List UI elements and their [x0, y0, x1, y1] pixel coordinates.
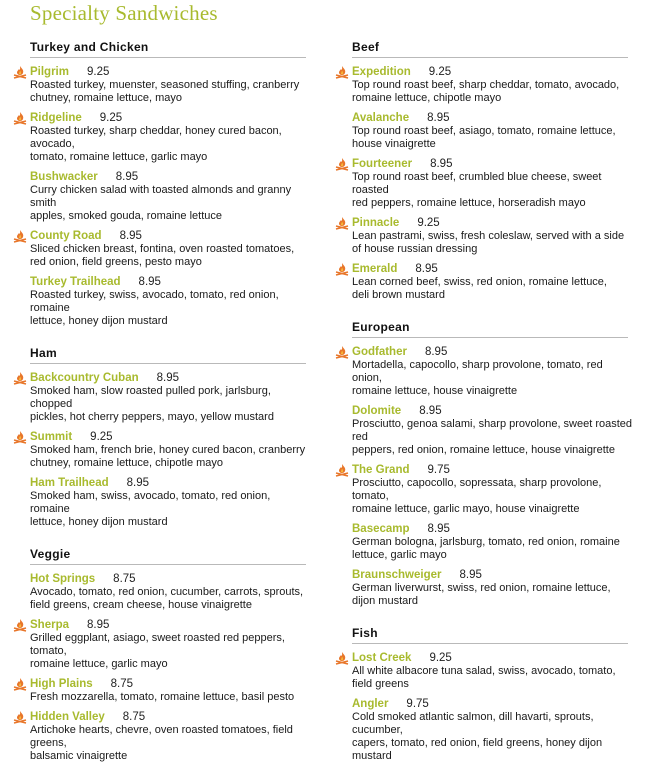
- item-price: 8.75: [110, 678, 134, 690]
- item-price: 8.95: [138, 276, 161, 288]
- item-description: romaine lettuce, garlic mayo: [30, 658, 168, 670]
- item-description: lettuce, garlic mayo: [352, 549, 447, 561]
- item-price: 8.95: [119, 230, 142, 242]
- campfire-icon: [335, 263, 349, 276]
- menu-item-ham-trailhead: [13, 477, 313, 529]
- section-spacer: [13, 536, 313, 547]
- menu-item-bushwacker: [13, 171, 313, 223]
- menu-item-header: [30, 372, 313, 385]
- item-price: 9.25: [428, 66, 452, 78]
- menu-item-header: [30, 477, 313, 490]
- item-name: Hidden Valley: [30, 711, 105, 723]
- right-column: [335, 40, 635, 770]
- item-description: Prosciutto, capocollo, sopressata, sharp provolone, tomato,: [352, 477, 602, 502]
- item-description: tomato, romaine lettuce, garlic mayo: [30, 151, 208, 163]
- item-description: Avocado, tomato, red onion, cucumber, carrots, sprouts,: [30, 586, 304, 598]
- item-name: Sherpa: [30, 619, 69, 631]
- item-description: field greens, cream cheese, house vinaigrette: [30, 599, 252, 611]
- campfire-icon: [335, 217, 349, 230]
- section-heading-ham: Ham: [30, 346, 306, 364]
- menu-item-pilgrim: [13, 66, 313, 105]
- campfire-icon: [335, 464, 349, 477]
- item-description: German bologna, jarlsburg, tomato, red onion, romaine: [352, 536, 620, 548]
- item-name: Ham Trailhead: [30, 477, 109, 489]
- menu-item-header: [352, 523, 635, 536]
- campfire-icon: [13, 678, 27, 691]
- item-description: romaine lettuce, house vinaigrette: [352, 385, 518, 397]
- item-price: 9.25: [90, 431, 113, 443]
- section-heading-fish: Fish: [352, 626, 628, 644]
- campfire-icon: [335, 652, 349, 665]
- menu-item-hidden-valley: [13, 711, 313, 763]
- item-description: Prosciutto, genoa salami, sharp provolone, sweet roasted red: [352, 418, 633, 443]
- item-description: Lean corned beef, swiss, red onion, romaine lettuce,: [352, 276, 607, 288]
- menu-item-header: [352, 652, 635, 665]
- item-description: Cold smoked atlantic salmon, dill havarti, sprouts, cucumber,: [352, 711, 594, 736]
- item-name: Avalanche: [352, 112, 410, 124]
- menu-item-header: [30, 66, 313, 79]
- item-name: Dolomite: [352, 405, 402, 417]
- item-description: Mortadella, capocollo, sharp provolone, tomato, red onion,: [352, 359, 603, 384]
- menu-item-godfather: [335, 346, 635, 398]
- item-price: 8.95: [126, 477, 150, 489]
- campfire-icon: [13, 112, 27, 125]
- item-price: 8.75: [113, 573, 136, 585]
- item-description: Smoked ham, french brie, honey cured bacon, cranberry: [30, 444, 306, 456]
- item-price: 9.75: [427, 464, 450, 476]
- item-name: High Plains: [30, 678, 93, 690]
- item-description: Smoked ham, slow roasted pulled pork, jarlsburg, chopped: [30, 385, 271, 410]
- item-name: Turkey Trailhead: [30, 276, 121, 288]
- item-name: Emerald: [352, 263, 398, 275]
- item-description: romaine lettuce, chipotle mayo: [352, 92, 502, 104]
- item-price: 8.95: [459, 569, 482, 581]
- menu-item-header: [30, 276, 313, 289]
- menu-item-header: [352, 698, 635, 711]
- menu-item-lost-creek: [335, 652, 635, 691]
- menu-item-basecamp: [335, 523, 635, 562]
- item-description: lettuce, honey dijon mustard: [30, 315, 168, 327]
- item-price: 8.95: [427, 112, 450, 124]
- item-description: Sliced chicken breast, fontina, oven roasted tomatoes,: [30, 243, 295, 255]
- item-description: lettuce, honey dijon mustard: [30, 516, 168, 528]
- item-price: 8.95: [115, 171, 139, 183]
- item-name: Basecamp: [352, 523, 410, 535]
- menu-item-dolomite: [335, 405, 635, 457]
- menu-item-header: [352, 464, 635, 477]
- menu-item-ridgeline: [13, 112, 313, 164]
- item-price: 9.25: [99, 112, 123, 124]
- item-description: house vinaigrette: [352, 138, 436, 150]
- menu-item-avalanche: [335, 112, 635, 151]
- menu-item-sherpa: [13, 619, 313, 671]
- campfire-icon: [335, 158, 349, 171]
- item-name: Ridgeline: [30, 112, 82, 124]
- menu-item-high-plains: [13, 678, 313, 704]
- menu-item-fourteener: [335, 158, 635, 210]
- menu-item-the-grand: [335, 464, 635, 516]
- item-description: Top round roast beef, crumbled blue cheese, sweet roasted: [352, 171, 602, 196]
- item-name: The Grand: [352, 464, 410, 476]
- item-price: 8.95: [415, 263, 438, 275]
- item-name: Lost Creek: [352, 652, 412, 664]
- campfire-icon: [335, 66, 349, 79]
- item-description: chutney, romaine lettuce, chipotle mayo: [30, 457, 224, 469]
- item-description: Roasted turkey, swiss, avocado, tomato, red onion, romaine: [30, 289, 279, 314]
- item-description: red peppers, romaine lettuce, horseradish mayo: [352, 197, 586, 209]
- item-description: deli brown mustard: [352, 289, 445, 301]
- item-description: Smoked ham, swiss, avocado, tomato, red onion, romaine: [30, 490, 271, 515]
- campfire-icon: [13, 431, 27, 444]
- section-spacer: [13, 335, 313, 346]
- item-name: Fourteener: [352, 158, 413, 170]
- campfire-icon: [13, 711, 27, 724]
- item-name: Hot Springs: [30, 573, 96, 585]
- section-heading-turkey-and-chicken: Turkey and Chicken: [30, 40, 306, 58]
- item-description: Artichoke hearts, chevre, oven roasted tomatoes, field greens,: [30, 724, 293, 749]
- campfire-icon: [13, 66, 27, 79]
- item-price: 9.25: [429, 652, 452, 664]
- menu-item-turkey-trailhead: [13, 276, 313, 328]
- menu-item-county-road: [13, 230, 313, 269]
- item-name: Bushwacker: [30, 171, 98, 183]
- item-description: Fresh mozzarella, tomato, romaine lettuce, basil pesto: [30, 691, 295, 703]
- menu-item-header: [30, 230, 313, 243]
- menu-item-header: [352, 569, 635, 582]
- item-description: Roasted turkey, sharp cheddar, honey cured bacon, avocado,: [30, 125, 282, 150]
- item-description: romaine lettuce, garlic mayo, house vinaigrette: [352, 503, 580, 515]
- menu-item-summit: [13, 431, 313, 470]
- item-price: 9.75: [406, 698, 429, 710]
- item-name: Pilgrim: [30, 66, 69, 78]
- left-column: [13, 40, 313, 770]
- item-description: dijon mustard: [352, 595, 419, 607]
- menu-item-header: [30, 711, 313, 724]
- item-description: pickles, hot cherry peppers, mayo, yellow mustard: [30, 411, 274, 423]
- item-description: Top round roast beef, asiago, tomato, romaine lettuce,: [352, 125, 616, 137]
- item-description: German liverwurst, swiss, red onion, romaine lettuce,: [352, 582, 611, 594]
- item-name: Pinnacle: [352, 217, 400, 229]
- section-heading-beef: Beef: [352, 40, 628, 58]
- menu-item-header: [352, 158, 635, 171]
- menu-item-header: [30, 171, 313, 184]
- menu-item-hot-springs: [13, 573, 313, 612]
- menu-item-header: [30, 112, 313, 125]
- item-description: Curry chicken salad with toasted almonds and granny smith: [30, 184, 292, 209]
- item-description: apples, smoked gouda, romaine lettuce: [30, 210, 223, 222]
- item-description: balsamic vinaigrette: [30, 750, 128, 762]
- menu-item-header: [30, 431, 313, 444]
- item-description: Roasted turkey, muenster, seasoned stuffing, cranberry: [30, 79, 300, 91]
- item-price: 8.95: [427, 523, 450, 535]
- item-price: 8.95: [430, 158, 453, 170]
- item-description: capers, tomato, red onion, field greens, honey dijon mustard: [352, 737, 603, 762]
- item-price: 8.95: [419, 405, 442, 417]
- item-price: 8.75: [122, 711, 146, 723]
- item-description: Top round roast beef, sharp cheddar, tomato, avocado,: [352, 79, 620, 91]
- item-description: peppers, red onion, romaine lettuce, house vinaigrette: [352, 444, 615, 456]
- page-title: Specialty Sandwiches: [30, 1, 218, 25]
- item-name: County Road: [30, 230, 102, 242]
- menu-item-header: [352, 217, 635, 230]
- menu-item-braunschweiger: [335, 569, 635, 608]
- item-price: 8.95: [87, 619, 110, 631]
- item-name: Godfather: [352, 346, 407, 358]
- item-name: Expedition: [352, 66, 411, 78]
- item-description: chutney, romaine lettuce, mayo: [30, 92, 183, 104]
- item-description: of house russian dressing: [352, 243, 478, 255]
- item-price: 9.25: [417, 217, 440, 229]
- item-description: red onion, field greens, pesto mayo: [30, 256, 202, 268]
- menu-item-angler: [335, 698, 635, 763]
- item-name: Summit: [30, 431, 73, 443]
- item-description: All white albacore tuna salad, swiss, avocado, tomato,: [352, 665, 616, 677]
- menu-item-header: [352, 346, 635, 359]
- item-description: field greens: [352, 678, 409, 690]
- menu-item-pinnacle: [335, 217, 635, 256]
- item-name: Braunschweiger: [352, 569, 442, 581]
- menu-item-header: [352, 66, 635, 79]
- campfire-icon: [13, 372, 27, 385]
- campfire-icon: [13, 230, 27, 243]
- menu-item-header: [30, 573, 313, 586]
- item-price: 9.25: [86, 66, 110, 78]
- menu-item-expedition: [335, 66, 635, 105]
- menu-item-header: [352, 112, 635, 125]
- item-description: Lean pastrami, swiss, fresh coleslaw, served with a side: [352, 230, 625, 242]
- campfire-icon: [13, 619, 27, 632]
- menu-item-header: [352, 263, 635, 276]
- item-price: 8.95: [156, 372, 180, 384]
- section-heading-european: European: [352, 320, 628, 338]
- campfire-icon: [335, 346, 349, 359]
- menu-item-header: [30, 619, 313, 632]
- item-name: Angler: [352, 698, 389, 710]
- menu-item-backcountry-cuban: [13, 372, 313, 424]
- item-price: 8.95: [424, 346, 448, 358]
- section-heading-veggie: Veggie: [30, 547, 306, 565]
- section-spacer: [335, 615, 635, 626]
- menu-item-emerald: [335, 263, 635, 302]
- menu-item-header: [352, 405, 635, 418]
- section-spacer: [335, 309, 635, 320]
- item-description: Grilled eggplant, asiago, sweet roasted red peppers, tomato,: [30, 632, 285, 657]
- menu-item-header: [30, 678, 313, 691]
- item-name: Backcountry Cuban: [30, 372, 139, 384]
